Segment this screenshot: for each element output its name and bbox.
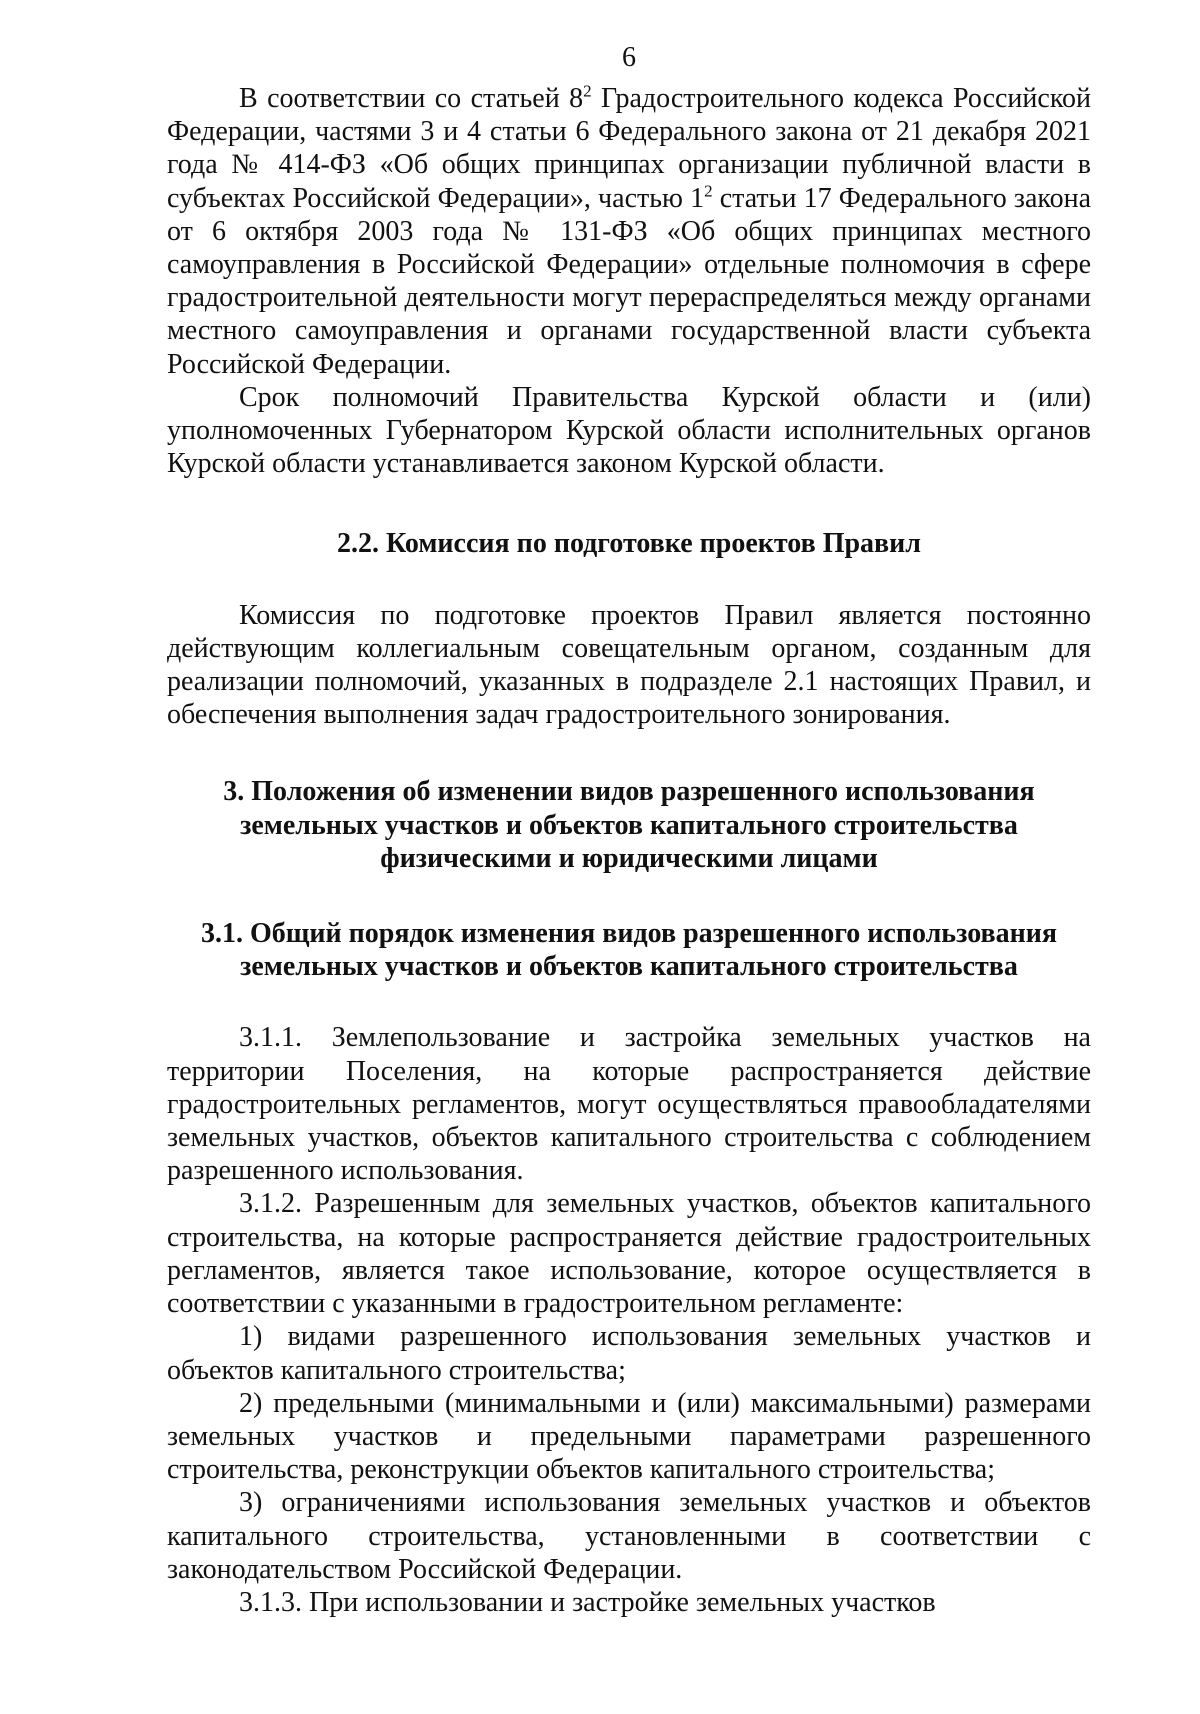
intro-text-part1: В соответствии со статьей 8 bbox=[239, 83, 584, 114]
section-3-heading-line3: физическими и юридическими лицами bbox=[380, 842, 878, 874]
spacer bbox=[167, 561, 1091, 599]
intro-paragraph-term: Срок полномочий Правительства Курской области и (или) уполномоченных Губернатором Курской области исполнительных органов Курской области устанавливается законом Курской области. bbox=[167, 381, 1091, 480]
section-2-2-paragraph: Комиссия по подготовке проектов Правил является постоянно действующим коллегиальным совещательным органом, созданным для реализации полномочий, указанных в подразделе 2.1 настоящих Правил, и обеспечения выполнения задач градостроительного зонирования. bbox=[167, 599, 1091, 731]
superscript-article-number: 2 bbox=[583, 81, 592, 101]
spacer bbox=[167, 983, 1091, 1021]
list-item-2: 2) предельными (минимальными и (или) максимальными) размерами земельных участков и предельными параметрами разрешенного строительства, реконструкции объектов капитального строительства; bbox=[167, 1387, 1091, 1486]
section-3-heading-line2: земельных участков и объектов капитального строительства bbox=[240, 809, 1018, 841]
section-3-1-heading-line1: 3.1. Общий порядок изменения видов разрешенного использования bbox=[200, 918, 1058, 950]
document-page bbox=[167, 40, 1091, 1690]
spacer bbox=[167, 480, 1091, 527]
spacer bbox=[167, 875, 1091, 917]
list-item-1: 1) видами разрешенного использования земельных участков и объектов капитального строительства; bbox=[167, 1321, 1091, 1386]
page-number: 6 bbox=[622, 42, 636, 73]
paragraph-3-1-3: 3.1.3. При использовании и застройке земельных участков bbox=[239, 1586, 936, 1618]
paragraph-3-1-1: 3.1.1. Землепользование и застройка земельных участков на территории Поселения, на которые распространяется действие градостроительных регламентов, могут осуществляться правообладателями земельных участков, объектов капитального строительства с соблюдением разрешенного использования. bbox=[167, 1022, 1091, 1187]
superscript-part-number: 2 bbox=[704, 181, 713, 201]
section-3-1-heading-line2: земельных участков и объектов капитального строительства bbox=[240, 951, 1018, 983]
intro-paragraph-legal-basis bbox=[167, 82, 1091, 381]
section-3-heading bbox=[167, 775, 1091, 875]
paragraph-3-1-2: 3.1.2. Разрешенным для земельных участков, объектов капитального строительства, на которые распространяется действие градостроительных регламентов, является такое использование, которое осуществляется в соответствии с указанными в градостроительном регламенте: bbox=[167, 1188, 1091, 1320]
list-item-3: 3) ограничениями использования земельных участков и объектов капитального строительства, установленными в соответствии с законодательством Российской Федерации. bbox=[167, 1487, 1091, 1585]
section-3-heading-line1: 3. Положения об изменении видов разрешенного использования bbox=[223, 776, 1035, 808]
section-3-1-heading bbox=[167, 917, 1091, 983]
intro-text-part3: статьи 17 Федерального закона от 6 октября 2003 года № 131-ФЗ «Об общих принципах местного самоуправления в Российской Федерации» отдельные полномочия в сфере градостроительной деятельности могут перераспределяться между органами местного самоуправления и органами государственной власти субъекта Российской Федерации. bbox=[167, 182, 1091, 380]
spacer bbox=[167, 731, 1091, 775]
intro-text-part2: Градостроительного кодекса Российской Федерации, частями 3 и 4 статьи 6 Федерального закона от 21 декабря 2021 года № 414-ФЗ «Об общих принципах организации публичной власти в субъектах Российской Федерации», частью 1 bbox=[167, 83, 1091, 214]
section-2-2-heading: 2.2. Комиссия по подготовке проектов Правил bbox=[336, 528, 922, 560]
